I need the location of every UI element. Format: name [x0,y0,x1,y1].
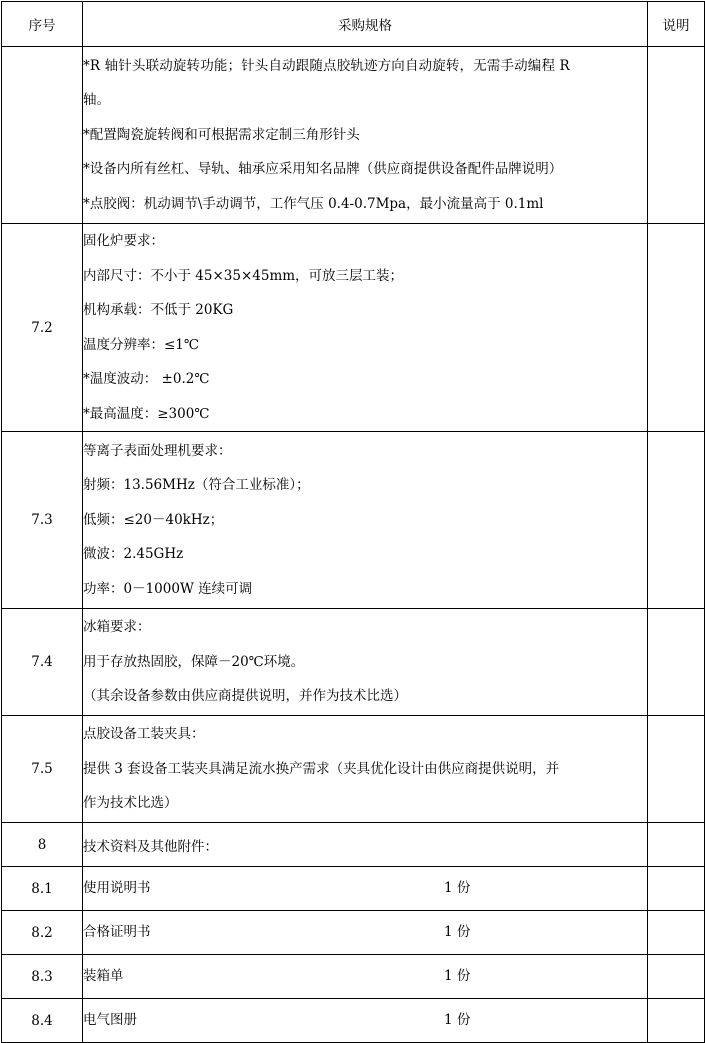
row-note [648,609,705,716]
row-number: 7.4 [2,609,83,716]
spec-line: 点胶设备工装夹具： [83,726,205,743]
row-spec [83,955,648,999]
row-note [648,955,705,999]
spec-line: 射频：13.56MHz（符合工业标准）； [83,477,310,494]
row-number: 8.4 [2,999,83,1043]
spec-line: *R 轴针头联动旋转功能；针头自动跟随点胶轨迹方向自动旋转，无需手动编程 R [83,57,570,74]
table-row [2,224,705,432]
row-note [648,867,705,911]
row-number: 7.3 [2,432,83,609]
spec-line: 冰箱要求： [83,619,151,636]
row-note [648,224,705,432]
spec-line: 提供 3 套设备工装夹具满足流水换产需求（夹具优化设计由供应商提供说明，并 [83,760,560,777]
spec-line: *点胶阀：机动调节\手动调节，工作气压 0.4-0.7Mpa，最小流量高于 0.1ml [83,195,544,212]
row-spec [83,911,648,955]
spec-line: 内部尺寸：不小于 45×35×45mm，可放三层工装； [83,267,404,284]
table-row [2,432,705,609]
spec-line: 固化炉要求： [83,233,164,249]
spec-line: *温度波动： ±0.2℃ [83,371,210,387]
table-row [2,867,705,911]
row-number: 7.5 [2,716,83,823]
table-row [2,955,705,999]
item-name: 合格证明书 [83,924,151,940]
spec-line: *最高温度：≥300℃ [83,405,210,422]
item-quantity: 1 份 [444,924,471,940]
row-number: 8.1 [2,867,83,911]
row-spec [83,432,648,609]
header-note: 说明 [648,2,705,47]
procurement-spec-table [1,1,705,1043]
table-row [2,911,705,955]
row-spec [83,47,648,224]
table-row [2,716,705,823]
header-number: 序号 [2,2,83,47]
spec-line: 作为技术比选） [83,795,178,812]
row-note [648,823,705,867]
row-number: 7.2 [2,224,83,432]
row-number [2,47,83,224]
spec-line: 低频：≤20－40kHz； [83,511,224,528]
section-heading: 技术资料及其他附件： [83,823,648,867]
row-note [648,999,705,1043]
item-name: 使用说明书 [83,880,151,896]
row-note [648,716,705,823]
header-spec: 采购规格 [83,2,648,47]
spec-line: 温度分辨率：≤1℃ [83,336,200,353]
spec-line: 微波：2.45GHz [83,546,184,563]
row-note [648,47,705,224]
item-quantity: 1 份 [444,968,471,984]
row-note [648,911,705,955]
item-quantity: 1 份 [444,880,471,896]
row-spec [83,609,648,716]
spec-line: 等离子表面处理机要求： [83,442,232,459]
row-spec [83,716,648,823]
spec-line: 轴。 [83,92,110,109]
spec-line: （其余设备参数由供应商提供说明，并作为技术比选） [83,688,407,705]
table-row [2,823,705,867]
table-row [2,999,705,1043]
item-name: 电气图册 [83,1012,137,1028]
spec-line: 功率：0－1000W 连续可调 [83,580,253,597]
row-spec [83,867,648,911]
row-number: 8.2 [2,911,83,955]
row-note [648,432,705,609]
spec-line: *设备内所有丝杠、导轨、轴承应采用知名品牌（供应商提供设备配件品牌说明） [83,161,563,178]
table-header-row [2,2,705,47]
table-row [2,609,705,716]
row-spec [83,999,648,1043]
row-number: 8.3 [2,955,83,999]
spec-line: *配置陶瓷旋转阀和可根据需求定制三角形针头 [83,126,360,143]
item-name: 装箱单 [83,968,124,984]
item-quantity: 1 份 [444,1012,471,1028]
table-row [2,47,705,224]
spec-line: 机构承载：不低于 20KG [83,302,234,318]
row-spec [83,224,648,432]
row-number: 8 [2,823,83,867]
spec-line: 用于存放热固胶，保障－20℃环境。 [83,653,305,670]
